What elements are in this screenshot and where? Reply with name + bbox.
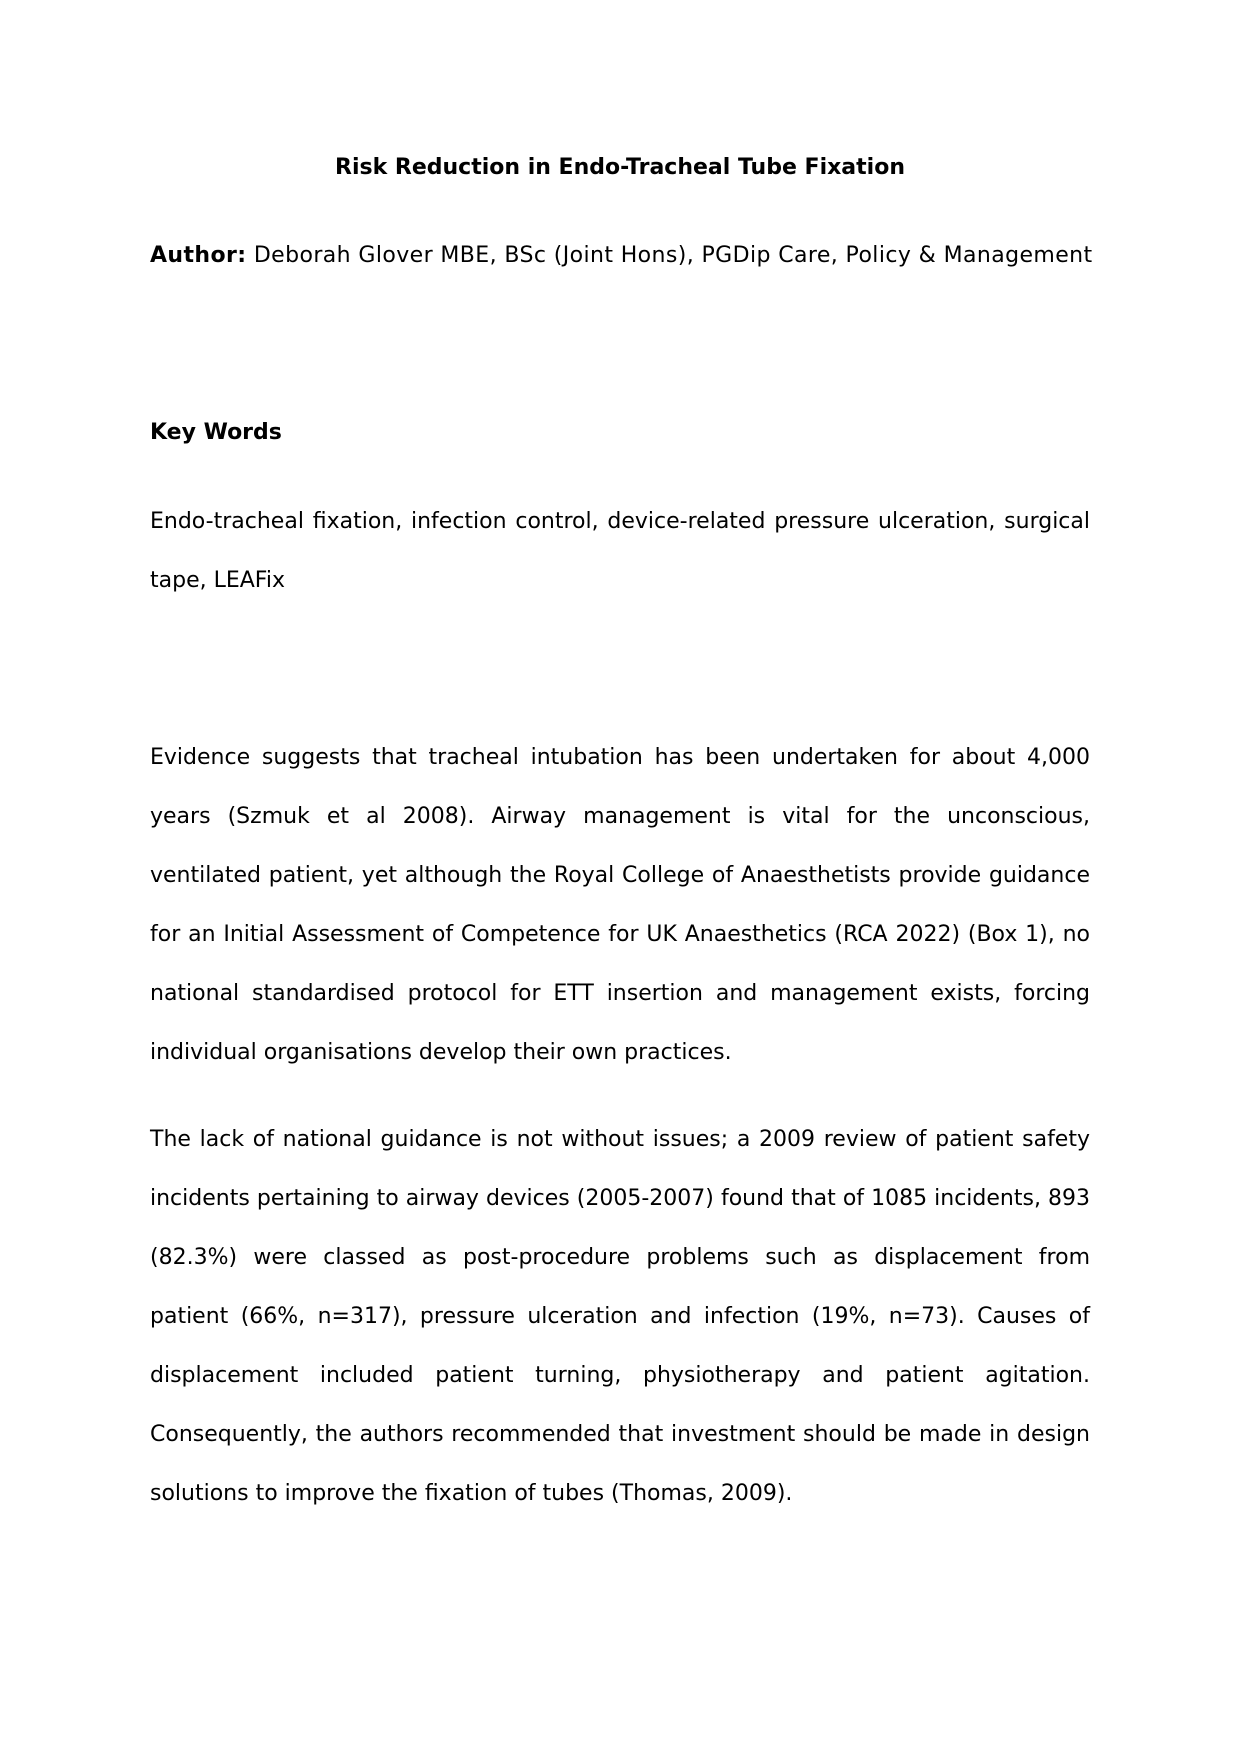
keywords-text: Endo-tracheal fixation, infection control, device-related pressure ulceration, surgical tape, LEAFix <box>150 509 1090 593</box>
body-paragraph-1: Evidence suggests that tracheal intubation has been undertaken for about 4,000 years (Szmuk et al 2008). Airway management is vital for the unconscious, ventilated patient, yet although the Royal College of Anaesthetists provide guidance for an Initial Assessment of Competence for UK Anaesthetics (RCA 2022) (Box 1), no national standardised protocol for ETT insertion and management exists, forcing individual organisations develop their own practices. <box>150 745 1090 1065</box>
author-value: Deborah Glover MBE, BSc (Joint Hons), PGDip Care, Policy & Management <box>246 243 1093 268</box>
keywords-heading: Key Words <box>150 420 282 445</box>
body-paragraph-2: The lack of national guidance is not without issues; a 2009 review of patient safety incidents pertaining to airway devices (2005-2007) found that of 1085 incidents, 893 (82.3%) were classed as post-procedure problems such as displacement from patient (66%, n=317), pressure ulceration and infection (19%, n=73). Causes of displacement included patient turning, physiotherapy and patient agitation. Consequently, the authors recommended that investment should be made in design solutions to improve the fixation of tubes (Thomas, 2009). <box>150 1127 1090 1506</box>
author-label: Author: <box>150 243 247 268</box>
author-line <box>150 241 1093 271</box>
document-title: Risk Reduction in Endo-Tracheal Tube Fixation <box>335 155 905 180</box>
